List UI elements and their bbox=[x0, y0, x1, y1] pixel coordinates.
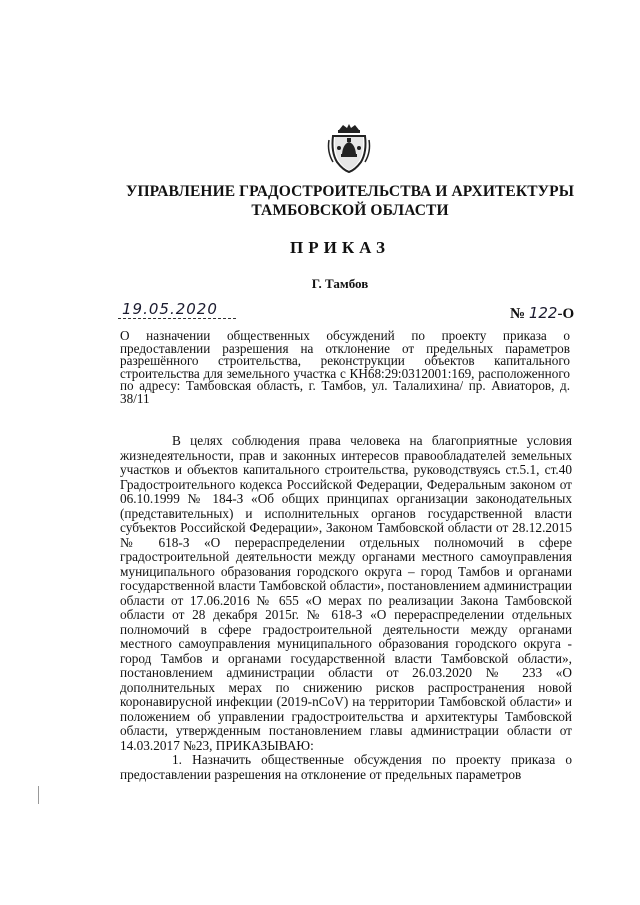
order-number bbox=[510, 304, 574, 323]
number-prefix: № bbox=[510, 306, 526, 322]
date-underline bbox=[118, 318, 236, 319]
order-date: 19.05.2020 bbox=[122, 300, 218, 318]
number-suffix: -О bbox=[557, 306, 575, 322]
order-subject: О назначении общественных обсуждений по проекту приказа о предоставлении разрешения на отклонение от предельных параметров разрешённого строительства, реконструкции объектов капитального строительства для земельного участка с КН68:29:0312001:169, расположенного по адресу: Тамбовская область, г. Тамбов, ул. Талалихина/ пр. Авиаторов, д. 38/11 bbox=[120, 328, 570, 406]
coat-of-arms-icon bbox=[325, 122, 373, 174]
body-paragraph-2: 1. Назначить общественные обсуждения по проекту приказа о предоставлении разрешения на отклонение от предельных параметров bbox=[120, 752, 572, 782]
number-value: 122 bbox=[528, 304, 558, 322]
body-paragraph-1: В целях соблюдения права человека на благоприятные условия жизнедеятельности, прав и законных интересов правообладателей земельных участков и объектов капитального строительства, руководствуясь ст.5.1, ст.40 Градостроительного кодекса Российской Федерации, Федеральным законом от 06.10.1999 № 184-З «Об общих принципах организации законодательных (представительных) и исполнительных органов государственной власти субъектов Российской Федерации», Законом Тамбовской области от 28.12.2015 № 618-З «О перераспределении отдельных полномочий в сфере градостроительной деятельности между органами местного самоуправления муниципального образования городского округа – город Тамбов и органами государственной власти Тамбовской области», постановлением администрации области от 17.06.2016 № 655 «О мерах по реализации Закона Тамбовской области от 28 декабря 2015г. № 618-З «О перераспределении отдельных полномочий в сфере градостроительной деятельности между органами местного самоуправления муниципального образования городского округа - город Тамбов и органами государственной власти Тамбовской области», постановлением администрации области от 26.03.2020 № 233 «О дополнительных мерах по снижению рисков распространения новой коронавирусной инфекции (2019-nCoV) на территории Тамбовской области» и положением об управлении градостроительства и архитектуры Тамбовской области, утвержденным постановлением главы администрации области от 14.03.2017 №23, ПРИКАЗЫВАЮ: bbox=[120, 433, 572, 753]
order-title: ПРИКАЗ bbox=[290, 238, 390, 257]
header-line-1: УПРАВЛЕНИЕ ГРАДОСТРОИТЕЛЬСТВА И АРХИТЕКТУРЫ bbox=[125, 183, 575, 200]
city-label: Г. Тамбов bbox=[311, 276, 369, 291]
department-header bbox=[110, 182, 590, 220]
header-line-2: ТАМБОВСКОЙ ОБЛАСТИ bbox=[251, 202, 449, 219]
scan-margin-mark bbox=[38, 786, 39, 804]
order-body bbox=[120, 434, 572, 782]
